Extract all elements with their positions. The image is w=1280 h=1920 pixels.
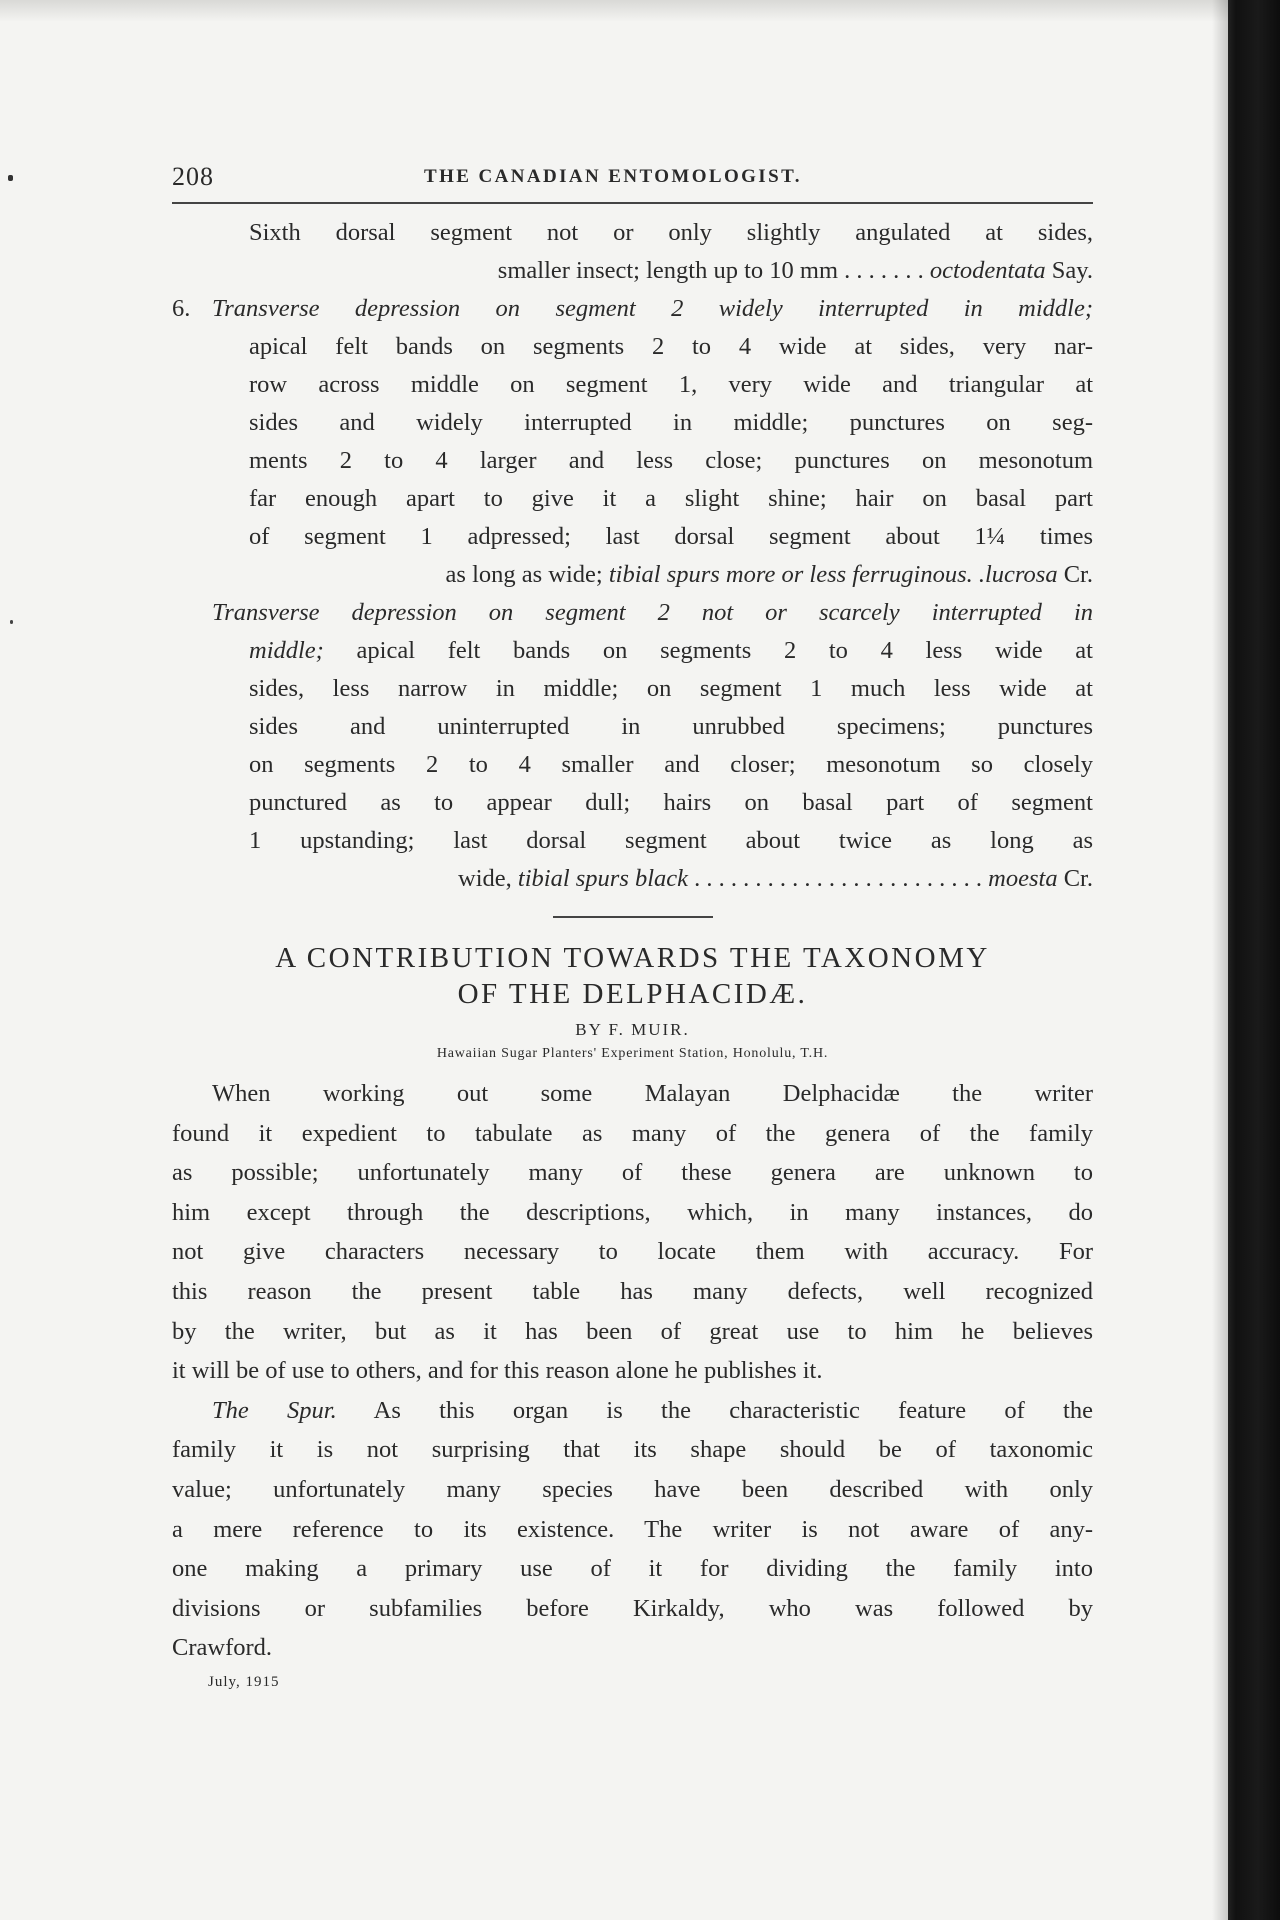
text-run: punctured as to appear dull; hairs on basal part of segment xyxy=(249,789,1093,816)
paragraph-line xyxy=(172,1470,1093,1510)
key-line xyxy=(172,290,1093,328)
text-run: sides and uninterrupted in unrubbed specimens; punctures xyxy=(249,713,1093,740)
italic-text: The Spur. xyxy=(212,1396,337,1424)
text-run: far enough apart to give it a slight shine; hair on basal part xyxy=(249,485,1093,512)
key-line xyxy=(172,670,1093,708)
text-run: smaller insect; length up to 10 mm . . . . . . . xyxy=(497,257,930,284)
text-run: Say. xyxy=(1045,257,1093,284)
author-byline: BY F. MUIR. xyxy=(575,1020,690,1039)
key-line xyxy=(172,860,1093,898)
italic-text: tibial spurs black xyxy=(517,865,689,892)
key-line xyxy=(172,366,1093,404)
text-run: As this organ is the characteristic feature of the xyxy=(336,1396,1093,1424)
paragraph-line xyxy=(172,1193,1093,1233)
article-title xyxy=(172,940,1093,1012)
key-line xyxy=(172,480,1093,518)
text-run: Cr. xyxy=(1057,865,1093,892)
text-run: sides and widely interrupted in middle; punctures on seg- xyxy=(249,409,1093,436)
text-run: him except through the descriptions, which, in many instances, do xyxy=(172,1198,1093,1226)
paragraph-line xyxy=(172,1114,1093,1154)
paragraph-line xyxy=(172,1351,1093,1391)
text-run: not give characters necessary to locate them with accuracy. For xyxy=(172,1238,1093,1266)
paragraph-line xyxy=(172,1074,1093,1114)
text-run: a mere reference to its existence. The writer is not aware of any- xyxy=(172,1515,1093,1543)
page-number: 208 xyxy=(172,162,214,191)
journal-title: THE CANADIAN ENTOMOLOGIST. xyxy=(424,166,802,187)
italic-text: Transverse depression on segment 2 widely interrupted in middle; xyxy=(212,295,1093,322)
paragraph-line xyxy=(172,1272,1093,1312)
text-run: row across middle on segment 1, very wide and triangular at xyxy=(249,371,1093,398)
italic-text: Transverse depression on segment 2 not or scarcely interrupted in xyxy=(212,599,1093,626)
text-run: Sixth dorsal segment not or only slightly angulated at sides, xyxy=(249,219,1093,246)
paragraph-line xyxy=(172,1153,1093,1193)
text-run: wide, xyxy=(458,865,518,892)
key-line xyxy=(172,632,1093,670)
italic-text: lucrosa xyxy=(985,561,1058,588)
text-run: found it expedient to tabulate as many of the genera of the family xyxy=(172,1119,1093,1147)
text-run: it will be of use to others, and for this reason alone he publishes it. xyxy=(172,1357,823,1385)
text-run: of segment 1 adpressed; last dorsal segment about 1¼ times xyxy=(249,523,1093,550)
article-body xyxy=(172,1074,1093,1668)
identification-key xyxy=(172,214,1093,898)
paragraph-line xyxy=(172,1628,1093,1668)
text-run: When working out some Malayan Delphacidæ the writer xyxy=(212,1080,1093,1107)
issue-date: July, 1915 xyxy=(208,1673,280,1690)
text-run: one making a primary use of it for dividing the family into xyxy=(172,1555,1093,1583)
italic-text: moesta xyxy=(988,865,1058,892)
scan-speck xyxy=(10,620,13,624)
italic-text: octodentata xyxy=(929,257,1046,284)
section-divider xyxy=(553,916,713,918)
paragraph-line xyxy=(172,1510,1093,1550)
key-line xyxy=(172,708,1093,746)
text-run: as possible; unfortunately many of these genera are unknown to xyxy=(172,1159,1093,1187)
key-line xyxy=(172,594,1093,632)
article-title-line: A CONTRIBUTION TOWARDS THE TAXONOMY xyxy=(275,942,990,974)
scan-dark-border xyxy=(1228,0,1280,1920)
key-line xyxy=(172,556,1093,594)
key-line xyxy=(172,252,1093,290)
text-run: as long as wide; xyxy=(445,561,609,588)
scan-speck xyxy=(8,175,13,181)
text-run: sides, less narrow in middle; on segment 1 much less wide at xyxy=(249,675,1093,702)
key-line xyxy=(172,214,1093,252)
text-run: apical felt bands on segments 2 to 4 wide at sides, very nar- xyxy=(249,333,1093,360)
key-line xyxy=(172,518,1093,556)
text-run: this reason the present table has many defects, well recognized xyxy=(172,1277,1093,1305)
text-run: ments 2 to 4 larger and less close; punctures on mesonotum xyxy=(249,447,1093,474)
paragraph-line xyxy=(172,1430,1093,1470)
key-line xyxy=(172,404,1093,442)
key-line xyxy=(172,442,1093,480)
article-title-line: OF THE DELPHACIDÆ. xyxy=(457,978,808,1010)
italic-text: middle; xyxy=(249,637,324,664)
key-line xyxy=(172,746,1093,784)
text-run: value; unfortunately many species have been described with only xyxy=(172,1475,1093,1503)
running-header xyxy=(172,160,1093,204)
key-line xyxy=(172,328,1093,366)
scan-top-edge xyxy=(0,0,1280,22)
text-run: on segments 2 to 4 smaller and closer; mesonotum so closely xyxy=(249,751,1093,778)
text-run: by the writer, but as it has been of great use to him he believes xyxy=(172,1317,1093,1345)
text-run: Cr. xyxy=(1057,561,1093,588)
text-run: . . . . . . . . . . . . . . . . . . . . . . . . xyxy=(688,865,989,892)
italic-text: tibial spurs more or less ferruginous. . xyxy=(608,561,985,588)
paragraph-line xyxy=(172,1589,1093,1629)
paragraph-line xyxy=(172,1391,1093,1431)
page-gutter-shadow xyxy=(1212,0,1228,1920)
text-run: apical felt bands on segments 2 to 4 less wide at xyxy=(323,637,1093,664)
couplet-number: 6. xyxy=(172,295,191,322)
text-run: divisions or subfamilies before Kirkaldy, who was followed by xyxy=(172,1594,1093,1622)
paragraph-line xyxy=(172,1232,1093,1272)
key-line xyxy=(172,822,1093,860)
author-affiliation: Hawaiian Sugar Planters' Experiment Station, Honolulu, T.H. xyxy=(436,1046,829,1061)
journal-page xyxy=(172,160,1093,1720)
text-run: family it is not surprising that its shape should be of taxonomic xyxy=(172,1436,1093,1464)
paragraph-line xyxy=(172,1312,1093,1352)
text-run: Crawford. xyxy=(172,1634,273,1662)
paragraph-line xyxy=(172,1549,1093,1589)
text-run: 1 upstanding; last dorsal segment about twice as long as xyxy=(249,827,1093,854)
key-line xyxy=(172,784,1093,822)
